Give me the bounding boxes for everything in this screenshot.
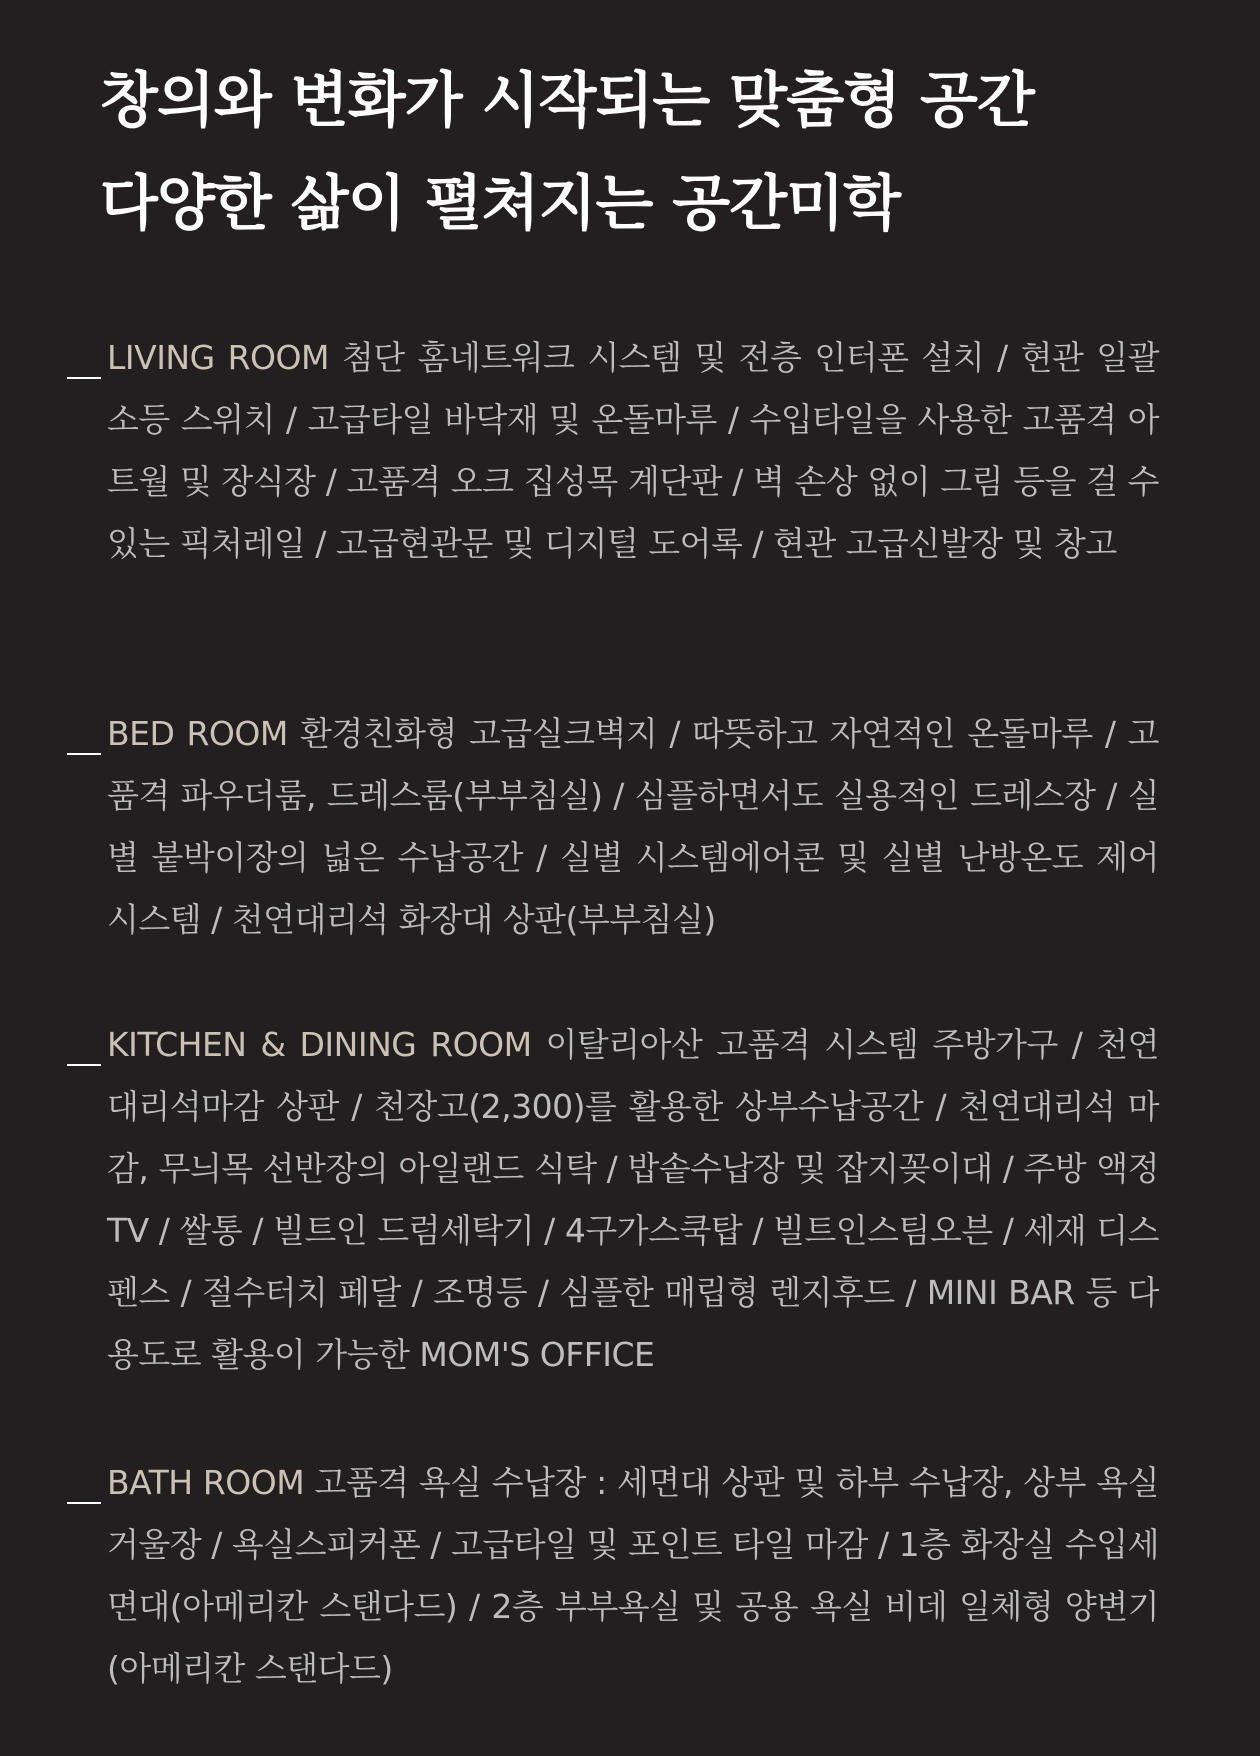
headline-line-1: 창의와 변화가 시작되는 맞춤형 공간 <box>100 66 1034 136</box>
section-text <box>107 1452 1159 1700</box>
dash-marker <box>67 1064 101 1066</box>
room-title: BATH ROOM <box>107 1463 305 1502</box>
room-description: 환경친화형 고급실크벽지 / 따뜻하고 자연적인 온돌마루 / 고품격 파우더룸, 드레스룸(부부침실) / 심플하면서도 실용적인 드레스장 / 실별 붙박이장의 넓은 수납공간 / 실별 시스템에어콘 및 실별 난방온도 제어 시스템 / 천연대리석 화장대 상판(부부침실) <box>107 714 1159 939</box>
dash-marker <box>67 377 101 379</box>
section-bath-room <box>65 1452 1165 1700</box>
room-title: KITCHEN & DINING ROOM <box>107 1025 532 1064</box>
dash-marker <box>67 1502 101 1504</box>
section-bed-room <box>65 703 1165 951</box>
section-text <box>107 703 1159 951</box>
room-description: 이탈리아산 고품격 시스템 주방가구 / 천연 대리석마감 상판 / 천장고(2,300)를 활용한 상부수납공간 / 천연대리석 마감, 무늬목 선반장의 아일랜드 식탁 / 밥솥수납장 및 잡지꽂이대 / 주방 액정TV / 쌀통 / 빌트인 드럼세탁기 / 4구가스쿡탑 / 빌트인스팀오븐 / 세재 디스펜스 / 절수터치 페달 / 조명등 / 심플한 매립형 렌지후드 / MINI BAR 등 다용도로 활용이 가능한 MOM'S OFFICE <box>107 1025 1159 1374</box>
section-text <box>107 327 1159 575</box>
headline <box>100 50 1180 256</box>
section-living-room <box>65 327 1165 575</box>
room-description: 첨단 홈네트워크 시스템 및 전층 인터폰 설치 / 현관 일괄 소등 스위치 / 고급타일 바닥재 및 온돌마루 / 수입타일을 사용한 고품격 아트월 및 장식장 / 고품격 오크 집성목 계단판 / 벽 손상 없이 그림 등을 걸 수 있는 픽처레일 / 고급현관문 및 디지털 도어록 / 현관 고급신발장 및 창고 <box>107 338 1160 563</box>
section-text <box>107 1014 1159 1386</box>
section-kitchen-dining-room <box>65 1014 1165 1386</box>
room-title: BED ROOM <box>107 714 288 753</box>
room-title: LIVING ROOM <box>107 338 329 377</box>
dash-marker <box>67 753 101 755</box>
headline-line-2: 다양한 삶이 펼쳐지는 공간미학 <box>100 169 901 239</box>
room-description: 고품격 욕실 수납장 : 세면대 상판 및 하부 수납장, 상부 욕실 거울장 / 욕실스피커폰 / 고급타일 및 포인트 타일 마감 / 1층 화장실 수입세면대(아메리칸 스탠다드) / 2층 부부욕실 및 공용 욕실 비데 일체형 양변기(아메리칸 스탠다드) <box>107 1463 1159 1688</box>
